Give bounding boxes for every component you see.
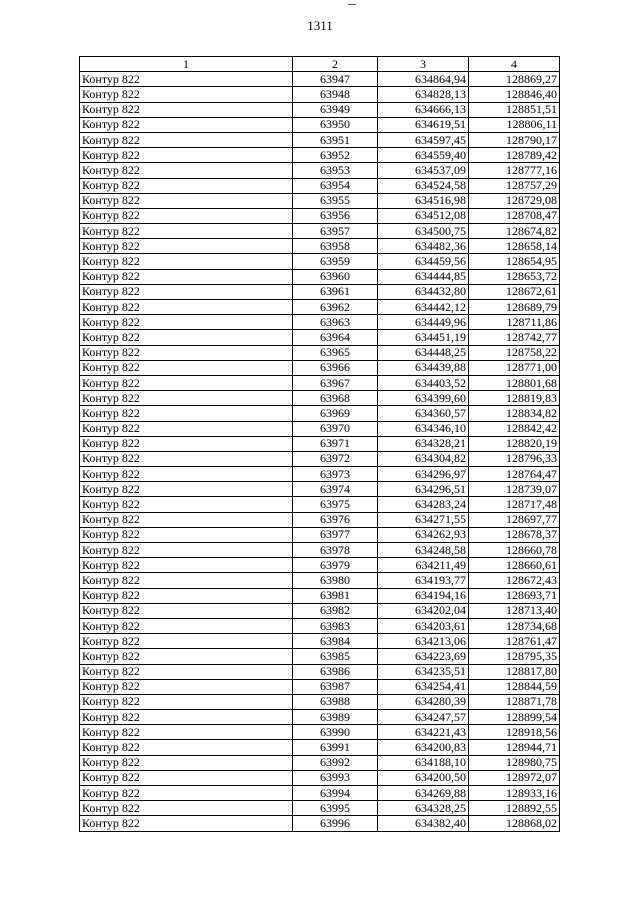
y-coordinate-cell: 128742,77 xyxy=(469,330,560,345)
y-coordinate-cell: 128653,72 xyxy=(469,269,560,284)
y-coordinate-cell: 128918,56 xyxy=(469,725,560,740)
y-coordinate-cell: 128672,43 xyxy=(469,573,560,588)
y-coordinate-cell: 128980,75 xyxy=(469,755,560,770)
point-number-cell: 63948 xyxy=(293,87,378,102)
x-coordinate-cell: 634500,75 xyxy=(378,224,469,239)
contour-name-cell: Контур 822 xyxy=(80,239,293,254)
table-row xyxy=(80,725,560,740)
y-coordinate-cell: 128944,71 xyxy=(469,740,560,755)
x-coordinate-cell: 634200,83 xyxy=(378,740,469,755)
y-coordinate-cell: 128674,82 xyxy=(469,224,560,239)
table-row xyxy=(80,315,560,330)
x-coordinate-cell: 634459,56 xyxy=(378,254,469,269)
point-number-cell: 63955 xyxy=(293,193,378,208)
y-coordinate-cell: 128761,47 xyxy=(469,634,560,649)
contour-name-cell: Контур 822 xyxy=(80,132,293,147)
x-coordinate-cell: 634382,40 xyxy=(378,816,469,831)
y-coordinate-cell: 128795,35 xyxy=(469,649,560,664)
contour-name-cell: Контур 822 xyxy=(80,284,293,299)
page-top-mark xyxy=(348,4,356,5)
contour-name-cell: Контур 822 xyxy=(80,467,293,482)
y-coordinate-cell: 128851,51 xyxy=(469,102,560,117)
table-row xyxy=(80,588,560,603)
point-number-cell: 63950 xyxy=(293,117,378,132)
table-row xyxy=(80,770,560,785)
contour-name-cell: Контур 822 xyxy=(80,224,293,239)
table-row xyxy=(80,117,560,132)
contour-name-cell: Контур 822 xyxy=(80,148,293,163)
page-number: 1311 xyxy=(307,18,333,33)
x-coordinate-cell: 634432,80 xyxy=(378,284,469,299)
table-row xyxy=(80,406,560,421)
contour-name-cell: Контур 822 xyxy=(80,512,293,527)
x-coordinate-cell: 634516,98 xyxy=(378,193,469,208)
table-row xyxy=(80,300,560,315)
table-row xyxy=(80,132,560,147)
contour-name-cell: Контур 822 xyxy=(80,740,293,755)
contour-name-cell: Контур 822 xyxy=(80,72,293,87)
contour-name-cell: Контур 822 xyxy=(80,770,293,785)
table-row xyxy=(80,573,560,588)
point-number-cell: 63984 xyxy=(293,634,378,649)
contour-name-cell: Контур 822 xyxy=(80,436,293,451)
y-coordinate-cell: 128817,80 xyxy=(469,664,560,679)
y-coordinate-cell: 128899,54 xyxy=(469,710,560,725)
contour-name-cell: Контур 822 xyxy=(80,360,293,375)
point-number-cell: 63959 xyxy=(293,254,378,269)
table-row xyxy=(80,679,560,694)
x-coordinate-cell: 634666,13 xyxy=(378,102,469,117)
contour-name-cell: Контур 822 xyxy=(80,543,293,558)
table-row xyxy=(80,391,560,406)
y-coordinate-cell: 128739,07 xyxy=(469,482,560,497)
x-coordinate-cell: 634269,88 xyxy=(378,786,469,801)
y-coordinate-cell: 128777,16 xyxy=(469,163,560,178)
contour-name-cell: Контур 822 xyxy=(80,269,293,284)
y-coordinate-cell: 128729,08 xyxy=(469,193,560,208)
contour-name-cell: Контур 822 xyxy=(80,816,293,831)
point-number-cell: 63991 xyxy=(293,740,378,755)
table-row xyxy=(80,224,560,239)
table-header-row xyxy=(80,57,560,72)
table-row xyxy=(80,649,560,664)
y-coordinate-cell: 128834,82 xyxy=(469,406,560,421)
x-coordinate-cell: 634328,25 xyxy=(378,801,469,816)
y-coordinate-cell: 128757,29 xyxy=(469,178,560,193)
x-coordinate-cell: 634202,04 xyxy=(378,603,469,618)
contour-name-cell: Контур 822 xyxy=(80,193,293,208)
x-coordinate-cell: 634193,77 xyxy=(378,573,469,588)
contour-name-cell: Контур 822 xyxy=(80,254,293,269)
table-row xyxy=(80,436,560,451)
y-coordinate-cell: 128672,61 xyxy=(469,284,560,299)
table-row xyxy=(80,254,560,269)
y-coordinate-cell: 128711,86 xyxy=(469,315,560,330)
column-header-1: 1 xyxy=(80,57,293,72)
table-row xyxy=(80,664,560,679)
point-number-cell: 63947 xyxy=(293,72,378,87)
point-number-cell: 63994 xyxy=(293,786,378,801)
column-header-4: 4 xyxy=(469,57,560,72)
y-coordinate-cell: 128717,48 xyxy=(469,497,560,512)
table-row xyxy=(80,345,560,360)
y-coordinate-cell: 128697,77 xyxy=(469,512,560,527)
y-coordinate-cell: 128660,78 xyxy=(469,543,560,558)
x-coordinate-cell: 634235,51 xyxy=(378,664,469,679)
table-row xyxy=(80,467,560,482)
x-coordinate-cell: 634283,24 xyxy=(378,497,469,512)
y-coordinate-cell: 128972,07 xyxy=(469,770,560,785)
x-coordinate-cell: 634203,61 xyxy=(378,618,469,633)
x-coordinate-cell: 634248,58 xyxy=(378,543,469,558)
x-coordinate-cell: 634346,10 xyxy=(378,421,469,436)
point-number-cell: 63961 xyxy=(293,284,378,299)
column-header-3: 3 xyxy=(378,57,469,72)
point-number-cell: 63976 xyxy=(293,512,378,527)
point-number-cell: 63989 xyxy=(293,710,378,725)
y-coordinate-cell: 128790,17 xyxy=(469,132,560,147)
table-row xyxy=(80,163,560,178)
point-number-cell: 63960 xyxy=(293,269,378,284)
table-row xyxy=(80,360,560,375)
point-number-cell: 63963 xyxy=(293,315,378,330)
point-number-cell: 63992 xyxy=(293,755,378,770)
point-number-cell: 63953 xyxy=(293,163,378,178)
y-coordinate-cell: 128758,22 xyxy=(469,345,560,360)
x-coordinate-cell: 634271,55 xyxy=(378,512,469,527)
contour-name-cell: Контур 822 xyxy=(80,330,293,345)
table-row xyxy=(80,482,560,497)
y-coordinate-cell: 128693,71 xyxy=(469,588,560,603)
x-coordinate-cell: 634360,57 xyxy=(378,406,469,421)
contour-name-cell: Контур 822 xyxy=(80,391,293,406)
x-coordinate-cell: 634296,97 xyxy=(378,467,469,482)
point-number-cell: 63969 xyxy=(293,406,378,421)
y-coordinate-cell: 128789,42 xyxy=(469,148,560,163)
table-row xyxy=(80,512,560,527)
y-coordinate-cell: 128892,55 xyxy=(469,801,560,816)
point-number-cell: 63990 xyxy=(293,725,378,740)
y-coordinate-cell: 128796,33 xyxy=(469,451,560,466)
point-number-cell: 63952 xyxy=(293,148,378,163)
y-coordinate-cell: 128713,40 xyxy=(469,603,560,618)
contour-name-cell: Контур 822 xyxy=(80,345,293,360)
point-number-cell: 63981 xyxy=(293,588,378,603)
x-coordinate-cell: 634403,52 xyxy=(378,375,469,390)
point-number-cell: 63972 xyxy=(293,451,378,466)
contour-name-cell: Контур 822 xyxy=(80,618,293,633)
y-coordinate-cell: 128806,11 xyxy=(469,117,560,132)
point-number-cell: 63954 xyxy=(293,178,378,193)
coordinates-table xyxy=(79,56,560,832)
y-coordinate-cell: 128734,68 xyxy=(469,618,560,633)
contour-name-cell: Контур 822 xyxy=(80,694,293,709)
y-coordinate-cell: 128820,19 xyxy=(469,436,560,451)
contour-name-cell: Контур 822 xyxy=(80,375,293,390)
y-coordinate-cell: 128708,47 xyxy=(469,208,560,223)
x-coordinate-cell: 634213,06 xyxy=(378,634,469,649)
table-row xyxy=(80,148,560,163)
x-coordinate-cell: 634444,85 xyxy=(378,269,469,284)
contour-name-cell: Контур 822 xyxy=(80,573,293,588)
y-coordinate-cell: 128764,47 xyxy=(469,467,560,482)
y-coordinate-cell: 128871,78 xyxy=(469,694,560,709)
contour-name-cell: Контур 822 xyxy=(80,710,293,725)
table-row xyxy=(80,786,560,801)
table-row xyxy=(80,755,560,770)
x-coordinate-cell: 634619,51 xyxy=(378,117,469,132)
y-coordinate-cell: 128846,40 xyxy=(469,87,560,102)
y-coordinate-cell: 128933,16 xyxy=(469,786,560,801)
table-row xyxy=(80,193,560,208)
contour-name-cell: Контур 822 xyxy=(80,300,293,315)
point-number-cell: 63962 xyxy=(293,300,378,315)
point-number-cell: 63980 xyxy=(293,573,378,588)
x-coordinate-cell: 634524,58 xyxy=(378,178,469,193)
x-coordinate-cell: 634194,16 xyxy=(378,588,469,603)
y-coordinate-cell: 128819,83 xyxy=(469,391,560,406)
table-row xyxy=(80,451,560,466)
table-row xyxy=(80,284,560,299)
x-coordinate-cell: 634247,57 xyxy=(378,710,469,725)
point-number-cell: 63993 xyxy=(293,770,378,785)
x-coordinate-cell: 634399,60 xyxy=(378,391,469,406)
point-number-cell: 63974 xyxy=(293,482,378,497)
table-row xyxy=(80,269,560,284)
table-row xyxy=(80,421,560,436)
point-number-cell: 63982 xyxy=(293,603,378,618)
x-coordinate-cell: 634211,49 xyxy=(378,558,469,573)
x-coordinate-cell: 634512,08 xyxy=(378,208,469,223)
contour-name-cell: Контур 822 xyxy=(80,102,293,117)
table-row xyxy=(80,801,560,816)
point-number-cell: 63996 xyxy=(293,816,378,831)
point-number-cell: 63956 xyxy=(293,208,378,223)
table-row xyxy=(80,239,560,254)
x-coordinate-cell: 634280,39 xyxy=(378,694,469,709)
contour-name-cell: Контур 822 xyxy=(80,634,293,649)
point-number-cell: 63971 xyxy=(293,436,378,451)
x-coordinate-cell: 634537,09 xyxy=(378,163,469,178)
x-coordinate-cell: 634451,19 xyxy=(378,330,469,345)
table-row xyxy=(80,178,560,193)
x-coordinate-cell: 634188,10 xyxy=(378,755,469,770)
contour-name-cell: Контур 822 xyxy=(80,497,293,512)
contour-name-cell: Контур 822 xyxy=(80,786,293,801)
contour-name-cell: Контур 822 xyxy=(80,87,293,102)
point-number-cell: 63986 xyxy=(293,664,378,679)
point-number-cell: 63958 xyxy=(293,239,378,254)
table-body xyxy=(80,72,560,831)
x-coordinate-cell: 634223,69 xyxy=(378,649,469,664)
x-coordinate-cell: 634449,96 xyxy=(378,315,469,330)
table-row xyxy=(80,102,560,117)
y-coordinate-cell: 128771,00 xyxy=(469,360,560,375)
table-row xyxy=(80,816,560,831)
y-coordinate-cell: 128869,27 xyxy=(469,72,560,87)
y-coordinate-cell: 128842,42 xyxy=(469,421,560,436)
contour-name-cell: Контур 822 xyxy=(80,649,293,664)
contour-name-cell: Контур 822 xyxy=(80,725,293,740)
point-number-cell: 63967 xyxy=(293,375,378,390)
contour-name-cell: Контур 822 xyxy=(80,679,293,694)
x-coordinate-cell: 634482,36 xyxy=(378,239,469,254)
point-number-cell: 63975 xyxy=(293,497,378,512)
x-coordinate-cell: 634442,12 xyxy=(378,300,469,315)
contour-name-cell: Контур 822 xyxy=(80,527,293,542)
x-coordinate-cell: 634200,50 xyxy=(378,770,469,785)
table-row xyxy=(80,603,560,618)
point-number-cell: 63977 xyxy=(293,527,378,542)
y-coordinate-cell: 128678,37 xyxy=(469,527,560,542)
point-number-cell: 63957 xyxy=(293,224,378,239)
table-row xyxy=(80,375,560,390)
table-row xyxy=(80,740,560,755)
contour-name-cell: Контур 822 xyxy=(80,406,293,421)
x-coordinate-cell: 634439,88 xyxy=(378,360,469,375)
point-number-cell: 63964 xyxy=(293,330,378,345)
table-row xyxy=(80,558,560,573)
point-number-cell: 63978 xyxy=(293,543,378,558)
x-coordinate-cell: 634448,25 xyxy=(378,345,469,360)
x-coordinate-cell: 634828,13 xyxy=(378,87,469,102)
x-coordinate-cell: 634559,40 xyxy=(378,148,469,163)
contour-name-cell: Контур 822 xyxy=(80,117,293,132)
table-row xyxy=(80,72,560,87)
contour-name-cell: Контур 822 xyxy=(80,801,293,816)
point-number-cell: 63987 xyxy=(293,679,378,694)
table-row xyxy=(80,618,560,633)
contour-name-cell: Контур 822 xyxy=(80,588,293,603)
x-coordinate-cell: 634254,41 xyxy=(378,679,469,694)
contour-name-cell: Контур 822 xyxy=(80,558,293,573)
x-coordinate-cell: 634864,94 xyxy=(378,72,469,87)
point-number-cell: 63973 xyxy=(293,467,378,482)
table-row xyxy=(80,634,560,649)
contour-name-cell: Контур 822 xyxy=(80,178,293,193)
point-number-cell: 63995 xyxy=(293,801,378,816)
y-coordinate-cell: 128654,95 xyxy=(469,254,560,269)
y-coordinate-cell: 128660,61 xyxy=(469,558,560,573)
contour-name-cell: Контур 822 xyxy=(80,603,293,618)
point-number-cell: 63951 xyxy=(293,132,378,147)
table-row xyxy=(80,710,560,725)
x-coordinate-cell: 634304,82 xyxy=(378,451,469,466)
contour-name-cell: Контур 822 xyxy=(80,421,293,436)
point-number-cell: 63966 xyxy=(293,360,378,375)
point-number-cell: 63983 xyxy=(293,618,378,633)
y-coordinate-cell: 128801,68 xyxy=(469,375,560,390)
column-header-2: 2 xyxy=(293,57,378,72)
contour-name-cell: Контур 822 xyxy=(80,482,293,497)
contour-name-cell: Контур 822 xyxy=(80,208,293,223)
contour-name-cell: Контур 822 xyxy=(80,451,293,466)
table-row xyxy=(80,330,560,345)
x-coordinate-cell: 634262,93 xyxy=(378,527,469,542)
y-coordinate-cell: 128868,02 xyxy=(469,816,560,831)
contour-name-cell: Контур 822 xyxy=(80,163,293,178)
y-coordinate-cell: 128689,79 xyxy=(469,300,560,315)
table-row xyxy=(80,87,560,102)
point-number-cell: 63949 xyxy=(293,102,378,117)
table-row xyxy=(80,694,560,709)
y-coordinate-cell: 128658,14 xyxy=(469,239,560,254)
point-number-cell: 63988 xyxy=(293,694,378,709)
contour-name-cell: Контур 822 xyxy=(80,664,293,679)
x-coordinate-cell: 634296,51 xyxy=(378,482,469,497)
y-coordinate-cell: 128844,59 xyxy=(469,679,560,694)
point-number-cell: 63985 xyxy=(293,649,378,664)
point-number-cell: 63968 xyxy=(293,391,378,406)
contour-name-cell: Контур 822 xyxy=(80,755,293,770)
point-number-cell: 63979 xyxy=(293,558,378,573)
contour-name-cell: Контур 822 xyxy=(80,315,293,330)
point-number-cell: 63965 xyxy=(293,345,378,360)
x-coordinate-cell: 634221,43 xyxy=(378,725,469,740)
table-row xyxy=(80,208,560,223)
point-number-cell: 63970 xyxy=(293,421,378,436)
x-coordinate-cell: 634597,45 xyxy=(378,132,469,147)
x-coordinate-cell: 634328,21 xyxy=(378,436,469,451)
table-row xyxy=(80,497,560,512)
table-row xyxy=(80,527,560,542)
table-row xyxy=(80,543,560,558)
